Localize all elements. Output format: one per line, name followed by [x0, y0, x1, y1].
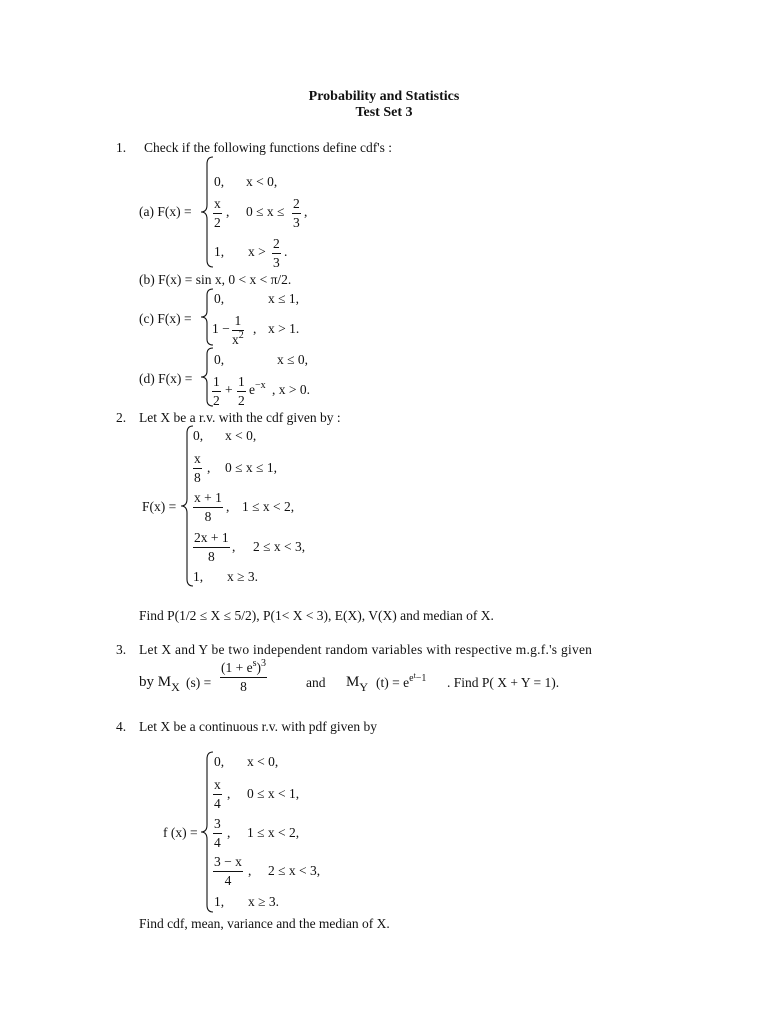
case-condition: 1 ≤ x < 2,: [242, 499, 295, 514]
fraction: [232, 314, 244, 347]
subscript: X: [171, 680, 180, 694]
comma: ,: [227, 786, 231, 801]
numerator: 2: [272, 237, 281, 254]
left-brace: [180, 426, 194, 586]
part-label: (d) F(x) =: [139, 371, 193, 386]
numerator: x: [193, 452, 202, 469]
exponent: 3: [261, 658, 267, 669]
numerator: x + 1: [193, 491, 223, 508]
question-text: Let X be a continuous r.v. with pdf given by: [139, 719, 377, 734]
numerator: 2x + 1: [193, 531, 230, 548]
case-value: 0,: [214, 754, 225, 769]
question-number: 3.: [116, 642, 127, 657]
case-condition: x < 0,: [247, 754, 279, 769]
denominator: $x^2$: [232, 329, 244, 347]
left-brace: [200, 289, 214, 345]
question-number: 2.: [116, 410, 127, 425]
fraction: [213, 817, 222, 849]
denominator: 2: [214, 214, 221, 230]
fraction: [272, 237, 281, 269]
case-condition: 1 ≤ x < 2,: [247, 825, 300, 840]
comma: ,: [227, 825, 231, 840]
document-title: Probability and Statistics: [308, 89, 460, 104]
denominator: 3: [293, 214, 300, 230]
case-condition: x ≥ 3.: [227, 569, 259, 584]
exponent: 2: [238, 329, 244, 341]
case-condition: x ≤ 0,: [277, 352, 309, 367]
numerator: 3: [213, 817, 222, 834]
case-condition: x ≥ 3.: [248, 894, 280, 909]
numerator: 1: [212, 375, 221, 392]
function-label: f (x) =: [163, 825, 198, 840]
case-condition: 2 ≤ x < 3,: [268, 863, 321, 878]
and-word: and: [306, 675, 326, 690]
case-condition: 2 ≤ x < 3,: [253, 539, 306, 554]
case-condition: x > 1.: [268, 321, 300, 336]
question-find: . Find P( X + Y = 1).: [447, 675, 560, 690]
question-text: Let X and Y be two independent random variables with respective m.g.f.'s given: [139, 642, 593, 657]
exponent: −x: [255, 380, 266, 391]
part-b: (b) F(x) = sin x, 0 < x < π/2.: [139, 272, 292, 287]
fraction: [212, 375, 221, 407]
comma: ,: [304, 204, 308, 219]
part-label: (a) F(x) =: [139, 204, 192, 219]
case-value: 1,: [193, 569, 204, 584]
case-value: 0,: [214, 352, 225, 367]
case-value: 1,: [214, 244, 225, 259]
mgf-y-argument: $(t) = e^{e^t-1}$: [376, 671, 427, 690]
fraction: [213, 855, 243, 887]
plus-sign: +: [225, 382, 233, 397]
denominator: 8: [194, 469, 201, 485]
denominator: 4: [214, 834, 221, 850]
one-minus: 1 −: [212, 321, 230, 336]
inner-exponent: t: [413, 671, 416, 680]
denominator: 2: [238, 392, 245, 408]
part-label: (c) F(x) =: [139, 311, 192, 326]
function-label: F(x) =: [142, 499, 177, 514]
denominator: 4: [214, 795, 221, 811]
case-condition: 0 ≤ x ≤: [246, 204, 285, 219]
numerator: 1: [237, 375, 246, 392]
left-brace: [200, 157, 214, 267]
comma: ,: [232, 539, 236, 554]
comma: ,: [226, 499, 230, 514]
denominator: 8: [204, 508, 212, 524]
numerator: $(1 + e^s)^3$: [220, 661, 267, 678]
case-condition: x < 0,: [246, 174, 278, 189]
exponential: $e^{-x}$: [249, 380, 266, 397]
comma: ,: [207, 460, 211, 475]
mgf-x-label: by $M_X$: [139, 674, 180, 694]
question-text: Check if the following functions define cdf's :: [144, 140, 392, 155]
denominator: 8: [207, 548, 215, 564]
question-number: 4.: [116, 719, 127, 734]
mgf-y-label: $M_Y$: [346, 674, 369, 694]
comma: ,: [253, 321, 257, 336]
comma: ,: [248, 863, 252, 878]
fraction: [213, 778, 222, 810]
question-number: 1.: [116, 140, 127, 155]
numerator: 2: [292, 197, 301, 214]
case-condition: x >: [248, 244, 266, 259]
case-condition: x < 0,: [225, 428, 257, 443]
fraction: [292, 197, 301, 229]
case-value: 0,: [193, 428, 204, 443]
left-brace: [200, 752, 214, 912]
denominator: 8: [240, 679, 247, 694]
comma: ,: [226, 204, 230, 219]
subscript: Y: [359, 680, 369, 694]
exponent: s: [252, 658, 257, 669]
numerator: 3 − x: [213, 855, 243, 872]
fraction: [220, 658, 267, 694]
denominator: 4: [224, 872, 232, 888]
numerator: x: [213, 197, 222, 214]
denominator: 3: [273, 254, 280, 270]
numerator: 1: [232, 314, 244, 331]
case-value: 1,: [214, 894, 225, 909]
numerator: x: [213, 778, 222, 795]
period: .: [284, 244, 288, 259]
case-condition: 0 ≤ x ≤ 1,: [225, 460, 277, 475]
denominator: 2: [213, 392, 220, 408]
case-condition: , x > 0.: [272, 382, 310, 397]
case-condition: x ≤ 1,: [268, 291, 300, 306]
case-value: 0,: [214, 174, 225, 189]
fraction: [193, 452, 202, 484]
question-text: Let X be a r.v. with the cdf given by :: [139, 410, 341, 425]
case-condition: 0 ≤ x < 1,: [247, 786, 300, 801]
question-find: Find P(1/2 ≤ X ≤ 5/2), P(1< X < 3), E(X), V(X) and median of X.: [139, 608, 494, 623]
mgf-x-argument: (s) =: [186, 675, 212, 690]
question-find: Find cdf, mean, variance and the median of X.: [139, 916, 390, 931]
exponent: et−1: [409, 671, 427, 684]
fraction: [193, 491, 223, 523]
document-subtitle: Test Set 3: [355, 105, 413, 120]
fraction: [193, 531, 230, 563]
fraction: [213, 197, 222, 229]
case-value: 0,: [214, 291, 225, 306]
fraction: [237, 375, 246, 407]
